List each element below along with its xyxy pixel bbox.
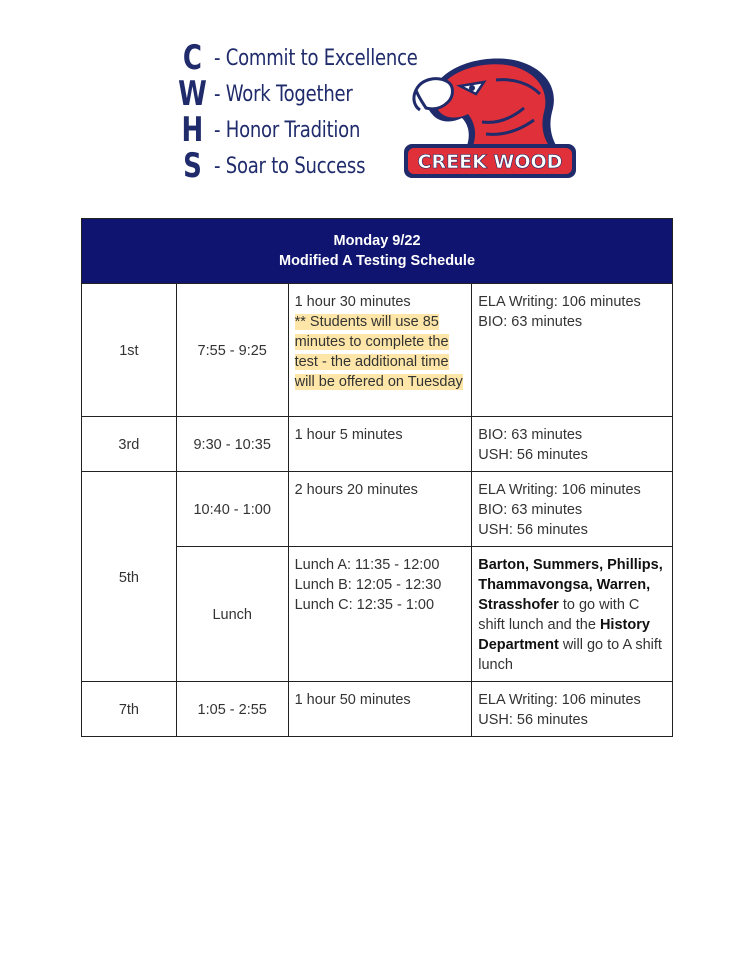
- table-row-3rd: [82, 417, 673, 472]
- test-line: USH: 56 minutes: [478, 712, 588, 728]
- test-line: BIO: 63 minutes: [478, 427, 583, 443]
- header-title: Modified A Testing Schedule: [278, 253, 476, 269]
- test-line: BIO: 63 minutes: [478, 314, 583, 330]
- lunch-note-mid: to go with C shift lunch and the: [478, 597, 640, 633]
- test-line: ELA Writing: 106 minutes: [478, 482, 641, 498]
- motto-letter-h: H: [181, 110, 204, 150]
- tests-cell: [472, 284, 673, 417]
- test-line: USH: 56 minutes: [478, 447, 588, 463]
- lunch-line: Lunch C: 12:35 - 1:00: [294, 597, 435, 613]
- motto-block: [178, 38, 418, 186]
- duration-cell: 1 hour 50 minutes: [288, 682, 472, 737]
- table-header: [82, 219, 673, 284]
- tests-cell: [472, 682, 673, 737]
- motto-line-s: [178, 146, 418, 186]
- duration-cell: 2 hours 20 minutes: [288, 472, 472, 547]
- testing-schedule-table: [81, 218, 673, 737]
- lunch-line: Lunch B: 12:05 - 12:30: [294, 577, 442, 593]
- tests-cell: [472, 472, 673, 547]
- lunch-note-dept: History Department: [478, 617, 650, 653]
- period-cell: 7th: [82, 682, 177, 737]
- motto-line-w: [178, 74, 418, 114]
- motto-text-w: - Work Together: [214, 82, 353, 107]
- hawk-logo-icon: [402, 52, 580, 184]
- table-row-1st: [82, 284, 673, 417]
- motto-text-c: - Commit to Excellence: [214, 46, 418, 71]
- motto-letter-w: W: [178, 74, 207, 114]
- motto-letter-c: C: [182, 38, 202, 78]
- period-cell: 5th: [82, 472, 177, 682]
- lunch-note-cell: [472, 547, 673, 682]
- test-line: USH: 56 minutes: [478, 522, 588, 538]
- logo-text: CREEK WOOD: [417, 151, 563, 173]
- period-cell: 1st: [82, 284, 177, 417]
- tests-cell: [472, 417, 673, 472]
- table-row-5th: [82, 472, 673, 547]
- motto-text-s: - Soar to Success: [214, 154, 366, 179]
- test-line: ELA Writing: 106 minutes: [478, 294, 641, 310]
- test-line: BIO: 63 minutes: [478, 502, 583, 518]
- motto-line-h: [178, 110, 418, 150]
- motto-text-h: - Honor Tradition: [214, 118, 361, 143]
- motto-letter-s: S: [183, 146, 202, 186]
- lunch-label-cell: Lunch: [176, 547, 288, 682]
- time-cell: 10:40 - 1:00: [176, 472, 288, 547]
- time-cell: 9:30 - 10:35: [176, 417, 288, 472]
- motto-line-c: [178, 38, 418, 78]
- lunch-times-cell: [288, 547, 472, 682]
- time-cell: 1:05 - 2:55: [176, 682, 288, 737]
- creek-wood-logo: [402, 52, 580, 184]
- duration-cell: [288, 284, 472, 417]
- time-cell: 7:55 - 9:25: [176, 284, 288, 417]
- table-row-7th: [82, 682, 673, 737]
- header-date: Monday 9/22: [333, 233, 421, 249]
- duration-text: 1 hour 30 minutes: [294, 294, 411, 310]
- table-header-row: [82, 219, 673, 284]
- highlighted-note: ** Students will use 85 minutes to complete the test - the additional time will be offered on Tuesday: [294, 314, 463, 390]
- period-cell: 3rd: [82, 417, 177, 472]
- lunch-line: Lunch A: 11:35 - 12:00: [294, 557, 440, 573]
- test-line: ELA Writing: 106 minutes: [478, 692, 641, 708]
- lunch-note-end: will go to A shift lunch: [478, 637, 662, 673]
- duration-cell: 1 hour 5 minutes: [288, 417, 472, 472]
- lunch-note-names: Barton, Summers, Phillips, Thammavongsa, Warren, Strasshofer: [478, 557, 663, 613]
